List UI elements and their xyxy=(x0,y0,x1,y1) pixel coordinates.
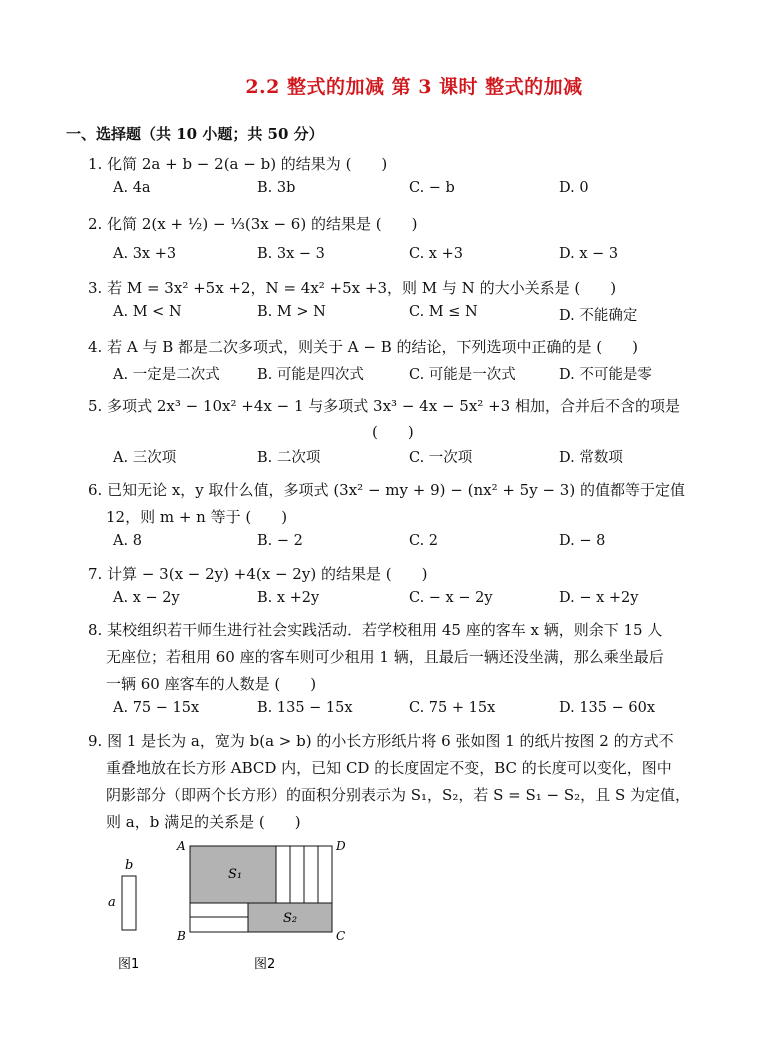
option-d[interactable]: D. 0 xyxy=(559,180,589,196)
question-8: 8. 某校组织若干师生进行社会实践活动．若学校租用 45 座的客车 x 辆，则余下 15 人 xyxy=(88,621,663,639)
question-9-line3: 阴影部分（即两个长方形）的面积分别表示为 S₁，S₂，若 S = S₁ − S₂，且 S 为定值， xyxy=(106,786,690,804)
option-c[interactable]: C. − b xyxy=(409,180,455,196)
question-5: 5. 多项式 2x³ − 10x² +4x − 1 与多项式 3x³ − 4x − 5x² +3 相加，合并后不含的项是 xyxy=(88,397,680,415)
option-b[interactable]: B. x +2y xyxy=(257,590,320,606)
corner-c: C xyxy=(336,929,346,943)
question-8-line3: 一辆 60 座客车的人数是 ( ) xyxy=(106,675,317,693)
question-9-line2: 重叠地放在长方形 ABCD 内，已知 CD 的长度固定不变，BC 的长度可以变化，图中 xyxy=(106,759,672,777)
question-6: 6. 已知无论 x，y 取什么值，多项式 (3x² − my + 9) − (nx² + 5y − 3) 的值都等于定值 xyxy=(88,481,685,499)
option-d[interactable]: D. − x +2y xyxy=(559,590,639,606)
option-c[interactable]: C. x +3 xyxy=(409,246,463,262)
label-b: b xyxy=(125,858,134,873)
label-s1: S₁ xyxy=(228,867,243,882)
caption-figure-1: 图1 xyxy=(118,957,140,972)
option-b[interactable]: B. − 2 xyxy=(257,533,303,549)
option-a[interactable]: A. 75 − 15x xyxy=(113,700,200,716)
option-d[interactable]: D. x − 3 xyxy=(559,246,619,262)
question-7: 7. 计算 − 3(x − 2y) +4(x − 2y) 的结果是 ( ) xyxy=(88,565,428,583)
options-3 xyxy=(113,304,713,326)
option-c[interactable]: C. 一次项 xyxy=(409,450,473,466)
option-c[interactable]: C. − x − 2y xyxy=(409,590,493,606)
figure-diagram xyxy=(100,836,360,976)
option-b[interactable]: B. 可能是四次式 xyxy=(257,367,364,383)
question-3: 3. 若 M = 3x² +5x +2，N = 4x² +5x +3，则 M 与 N 的大小关系是 ( ) xyxy=(88,279,617,297)
option-d[interactable]: D. − 8 xyxy=(559,533,606,549)
caption-figure-2: 图2 xyxy=(254,957,276,972)
option-b[interactable]: B. 3x − 3 xyxy=(257,246,325,262)
question-8-line2: 无座位；若租用 60 座的客车则可少租用 1 辆，且最后一辆还没坐满，那么乘坐最后 xyxy=(106,648,664,666)
answer-paren: ( ) xyxy=(372,423,414,441)
question-4: 4. 若 A 与 B 都是二次多项式，则关于 A − B 的结论，下列选项中正确的是 ( ) xyxy=(88,338,638,356)
option-c[interactable]: C. M ≤ N xyxy=(409,304,478,320)
option-a[interactable]: A. 3x +3 xyxy=(113,246,177,262)
option-c[interactable]: C. 可能是一次式 xyxy=(409,367,516,383)
label-a: a xyxy=(108,895,116,910)
option-d[interactable]: D. 不可能是零 xyxy=(559,367,652,383)
figure1-rectangle xyxy=(122,876,136,930)
option-a[interactable]: A. x − 2y xyxy=(113,590,180,606)
question-9: 9. 图 1 是长为 a，宽为 b(a > b) 的小长方形纸片将 6 张如图 1 的纸片按图 2 的方式不 xyxy=(88,732,674,750)
question-2: 2. 化简 2(x + ½) − ⅓(3x − 6) 的结果是 ( ) xyxy=(88,215,418,233)
option-a[interactable]: A. 三次项 xyxy=(113,450,177,466)
option-d[interactable]: D. 不能确定 xyxy=(559,308,638,324)
page-title: 2.2 整式的加减 第 3 课时 整式的加减 xyxy=(245,76,583,98)
option-a[interactable]: A. 8 xyxy=(113,533,142,549)
option-a[interactable]: A. 4a xyxy=(113,180,151,196)
option-b[interactable]: B. 135 − 15x xyxy=(257,700,353,716)
options-2 xyxy=(113,246,713,268)
corner-d: D xyxy=(336,839,346,853)
corner-b: B xyxy=(177,929,186,943)
option-c[interactable]: C. 75 + 15x xyxy=(409,700,496,716)
options-7 xyxy=(113,590,713,612)
options-6 xyxy=(113,533,713,555)
options-8 xyxy=(113,700,713,722)
question-1: 1. 化简 2a + b − 2(a − b) 的结果为 ( ) xyxy=(88,155,388,173)
question-6-line2: 12，则 m + n 等于 ( ) xyxy=(106,508,288,526)
label-s2: S₂ xyxy=(283,911,298,926)
corner-a: A xyxy=(177,839,186,853)
option-b[interactable]: B. 3b xyxy=(257,180,296,196)
section-heading: 一、选择题（共 10 小题；共 50 分） xyxy=(66,125,324,143)
options-1 xyxy=(113,180,713,202)
option-b[interactable]: B. 二次项 xyxy=(257,450,321,466)
options-5 xyxy=(113,446,713,468)
option-b[interactable]: B. M > N xyxy=(257,304,326,320)
option-a[interactable]: A. 一定是二次式 xyxy=(113,367,220,383)
option-d[interactable]: D. 135 − 60x xyxy=(559,700,655,716)
option-d[interactable]: D. 常数项 xyxy=(559,450,623,466)
question-9-line4: 则 a，b 满足的关系是 ( ) xyxy=(106,813,301,831)
option-c[interactable]: C. 2 xyxy=(409,533,439,549)
options-4 xyxy=(113,363,713,385)
option-a[interactable]: A. M < N xyxy=(113,304,182,320)
